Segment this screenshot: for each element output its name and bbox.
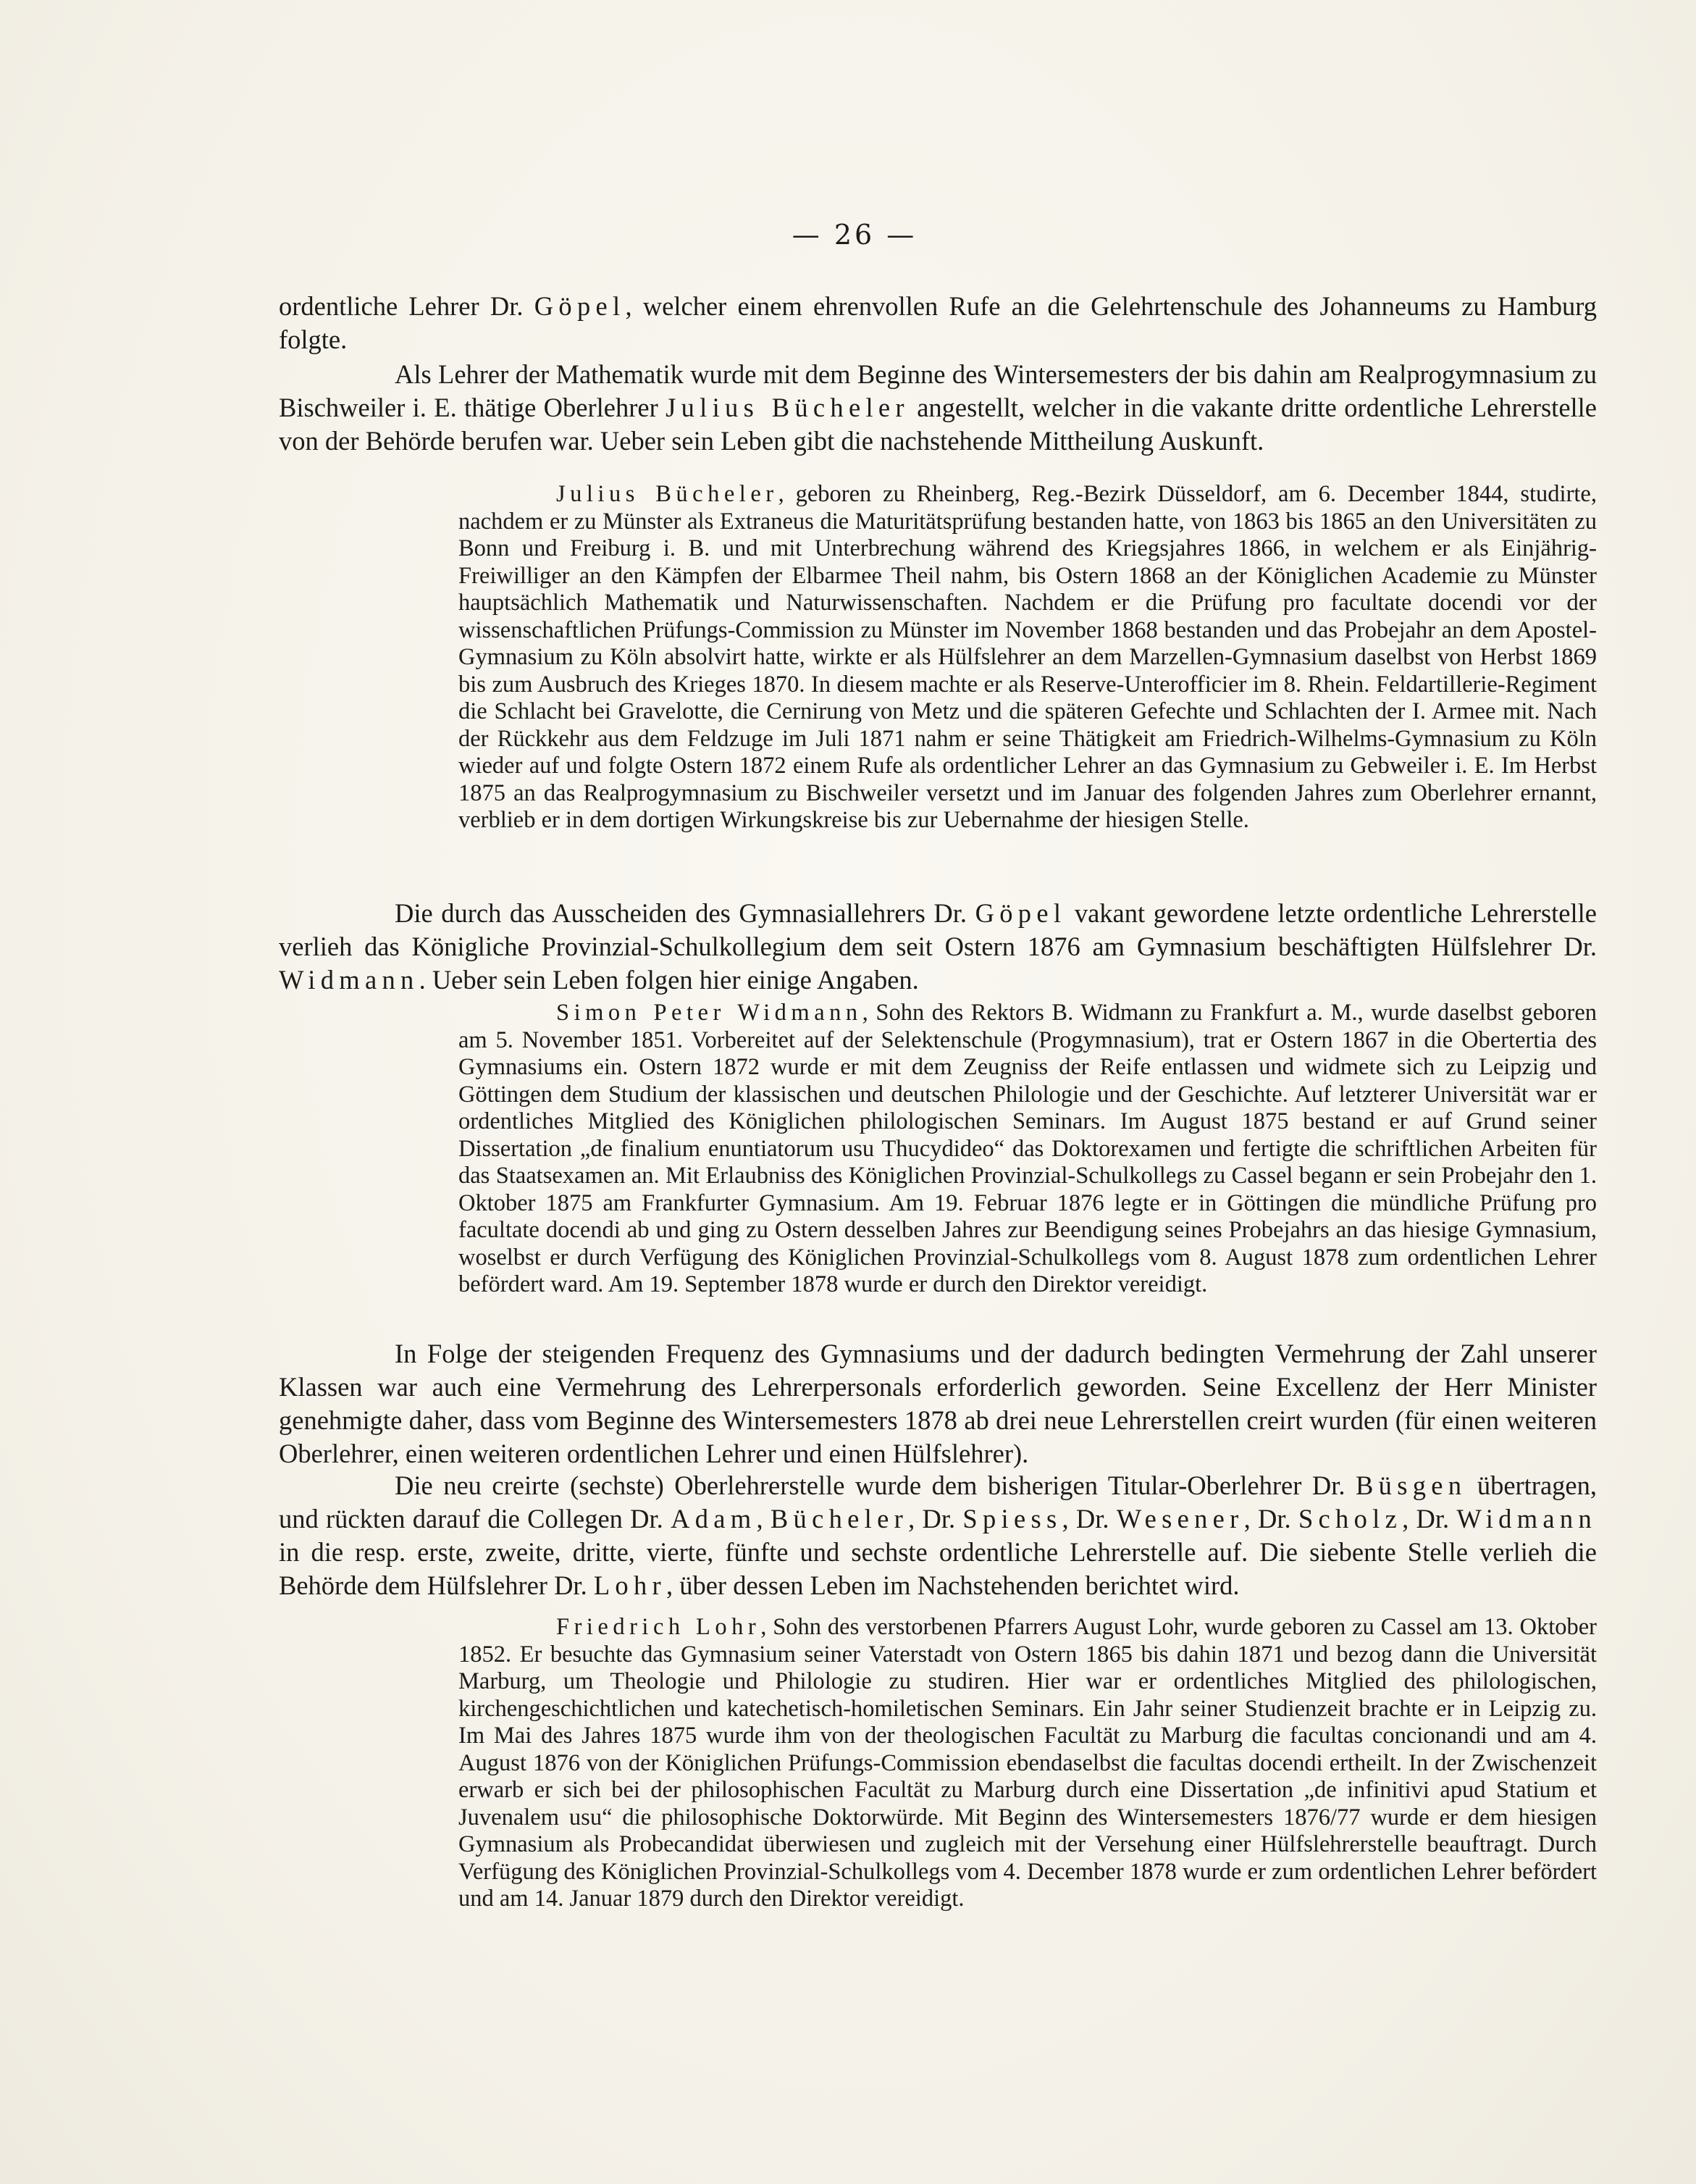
biography-text: , Sohn des Rektors B. Widmann zu Frankfurt a. M., wurde daselbst geboren am 5. November 1851. Vorbereitet auf der Selektenschule (Progymnasium), trat er Ostern 1867 in die Obertertia des Gymnasiums ein. Ostern 1872 wurde er mit dem Zeugniss der Reife entlassen und widmete sich zu Leipzig und Göttingen dem Studium der klassischen und deutschen Philologie und der Geschichte. Auf letzterer Universität war er ordentliches Mitglied des Königlichen philologischen Seminars. Im August 1875 bestand er auf Grund seiner Dissertation „de finalium enuntiatorum usu Thucydideo“ das Doktorexamen und fertigte die schriftlichen Arbeiten für das Staatsexamen an. Mit Erlaubniss des Königlichen Provinzial-Schulkollegs zu Cassel begann er sein Probejahr den 1. Oktober 1875 am Frankfurter Gymnasium. Am 19. Februar 1876 legte er in Göttingen die mündliche Prüfung pro facultate docendi ab und ging zu Ostern desselben Jahres zur Beendigung seines Probejahrs an das hiesige Gymnasium, woselbst er durch Verfügung des Königlichen Provinzial-Schulkollegs vom 8. August 1878 zum ordentlichen Lehrer befördert ward. Am 19. September 1878 wurde er durch den Direktor vereidigt. xyxy=(458,1000,1597,1297)
person-name: Wesener xyxy=(1116,1504,1244,1534)
text-fragment: . Ueber sein Leben folgen hier einige Angaben. xyxy=(419,965,919,995)
person-name: Widmann xyxy=(279,965,419,995)
text-fragment: , Dr. xyxy=(1062,1504,1117,1534)
person-name: Adam xyxy=(671,1504,757,1534)
paragraph-buecheler-appointment xyxy=(279,358,1597,458)
text-fragment: angestellt, welcher in die vakante dritte ordentliche Lehrerstelle von der Behörde berufen war. Ueber sein Leben gibt die nachstehende Mittheilung Auskunft. xyxy=(279,393,1598,456)
text-fragment: In Folge der steigenden Frequenz des Gymnasiums und der dadurch bedingten Vermehrung der Zahl unserer Klassen war auch eine Vermehrung des Lehrerpersonals erforderlich geworden. Seine Excellenz der Herr Minister genehmigte daher, dass vom Beginne des Wintersemesters 1878 ab drei neue Lehrerstellen creirt wurden (für einen weiteren Oberlehrer, einen weiteren ordentlichen Lehrer und einen Hülfslehrer). xyxy=(279,1339,1597,1468)
person-name: Büsgen xyxy=(1356,1470,1467,1500)
text-fragment: vakant gewordene letzte ordentliche Lehrerstelle verlieh das Königliche Provinzial-Schulkollegium dem seit Ostern 1876 am Gymnasium beschäftigten Hülfslehrer Dr. xyxy=(279,898,1597,961)
text-fragment: Als Lehrer der Mathematik wurde mit dem Beginne des Wintersemesters der bis dahin am Realprogymnasium zu Bischweiler i. E. thätige Oberlehrer xyxy=(279,359,1597,422)
biography-buecheler xyxy=(458,481,1597,834)
text-fragment: , Dr. xyxy=(1243,1504,1298,1534)
person-name: Bücheler xyxy=(770,1504,909,1534)
text-fragment: ordentliche Lehrer Dr. xyxy=(279,291,534,321)
person-name: Julius Bücheler xyxy=(666,393,910,422)
biography-text: , geboren zu Rheinberg, Reg.-Bezirk Düsseldorf, am 6. December 1844, studirte, nachdem er zu Münster als Extraneus die Maturitätsprüfung bestanden hatte, von 1863 bis 1865 an den Universitäten zu Bonn und Freiburg i. B. und mit Unterbrechung während des Kriegsjahres 1866, in welchem er als Einjährig-Freiwilliger an den Kämpfen der Elbarmee Theil nahm, bis Ostern 1868 an der Königlichen Academie zu Münster hauptsächlich Mathematik und Naturwissenschaften. Nachdem er die Prüfung pro facultate docendi vor der wissenschaftlichen Prüfungs-Commission zu Münster im November 1868 bestanden und das Probejahr an dem Apostel-Gymnasium zu Köln absolvirt hatte, wirkte er als Hülfslehrer an dem Marzellen-Gymnasium daselbst von Herbst 1869 bis zum Ausbruch des Krieges 1870. In diesem machte er als Reserve-Unterofficier im 8. Rhein. Feldartillerie-Regiment die Schlacht bei Gravelotte, die Cernirung von Metz und die späteren Gefechte und Schlachten der I. Armee mit. Nach der Rückkehr aus dem Feldzuge im Juli 1871 nahm er seine Thätigkeit am Friedrich-Wilhelms-Gymnasium zu Köln wieder auf und folgte Ostern 1872 einem Rufe als ordentlicher Lehrer an das Gymnasium zu Gebweiler i. E. Im Herbst 1875 an das Realprogymnasium zu Bischweiler versetzt und im Januar des folgenden Jahres zum Oberlehrer ernannt, verblieb er in dem dortigen Wirkungskreise bis zur Uebernahme der hiesigen Stelle. xyxy=(458,481,1597,833)
text-fragment: in die resp. erste, zweite, dritte, vierte, fünfte und sechste ordentliche Lehrerstelle auf. Die siebente Stelle verlieh die Behörde dem Hülfslehrer Dr. xyxy=(279,1537,1597,1600)
text-fragment: , welcher einem ehrenvollen Rufe an die Gelehrtenschule des Johanneums zu Hamburg folgte. xyxy=(279,291,1597,354)
paragraph-goepel-departure xyxy=(279,290,1597,356)
person-name: Julius Bücheler xyxy=(556,481,778,507)
text-fragment: , über dessen Leben im Nachstehenden berichtet wird. xyxy=(666,1570,1240,1600)
page-number: — 26 — xyxy=(792,219,918,251)
person-name: Spiess xyxy=(962,1504,1062,1534)
text-fragment: , Dr. xyxy=(1402,1504,1457,1534)
person-name: Friedrich Lohr xyxy=(556,1614,761,1640)
biography-lohr xyxy=(458,1614,1597,1913)
text-fragment: Die neu creirte (sechste) Oberlehrerstelle wurde dem bisherigen Titular-Oberlehrer Dr. xyxy=(395,1470,1356,1500)
paragraph-frequency-increase xyxy=(279,1337,1597,1470)
biography-text: , Sohn des verstorbenen Pfarrers August Lohr, wurde geboren zu Cassel am 13. Oktober 1852. Er besuchte das Gymnasium seiner Vaterstadt von Ostern 1865 bis dahin 1871 und bezog dann die Universität Marburg, um Theologie und Philologie zu studiren. Hier war er ordentliches Mitglied des philologischen, kirchengeschichtlichen und katechetisch-homiletischen Seminars. Ein Jahr seiner Studienzeit brachte er in Leipzig zu. Im Mai des Jahres 1875 wurde ihm von der theologischen Facultät zu Marburg die facultas concionandi und am 4. August 1876 von der Königlichen Prüfungs-Commission ebendaselbst die facultas docendi ertheilt. In der Zwischenzeit erwarb er sich bei der philosophischen Facultät zu Marburg durch eine Dissertation „de infinitivi apud Statium et Juvenalem usu“ die philosophische Doktorwürde. Mit Beginn des Wintersemesters 1876/77 wurde er dem hiesigen Gymnasium als Probecandidat überwiesen und zugleich mit der Versehung einer Hülfslehrerstelle beauftragt. Durch Verfügung des Königlichen Provinzial-Schulkollegs vom 4. December 1878 wurde er zum ordentlichen Lehrer befördert und am 14. Januar 1879 durch den Direktor vereidigt. xyxy=(458,1614,1597,1912)
person-name: Widmann xyxy=(1456,1504,1597,1534)
paragraph-widmann-appointment xyxy=(279,897,1597,997)
person-name: Scholz xyxy=(1298,1504,1403,1534)
person-name: Simon Peter Widmann xyxy=(556,1000,862,1026)
paragraph-promotions xyxy=(279,1469,1597,1602)
person-name: Lohr xyxy=(593,1570,666,1600)
text-fragment: Die durch das Ausscheiden des Gymnasiallehrers Dr. xyxy=(395,898,975,928)
text-fragment: übertragen, und rückten darauf die Collegen Dr. xyxy=(279,1470,1597,1534)
biography-widmann xyxy=(458,1000,1597,1299)
text-fragment: , xyxy=(756,1504,771,1534)
person-name: Göpel xyxy=(534,291,626,321)
person-name: Göpel xyxy=(975,898,1067,928)
text-fragment: , Dr. xyxy=(908,1504,963,1534)
